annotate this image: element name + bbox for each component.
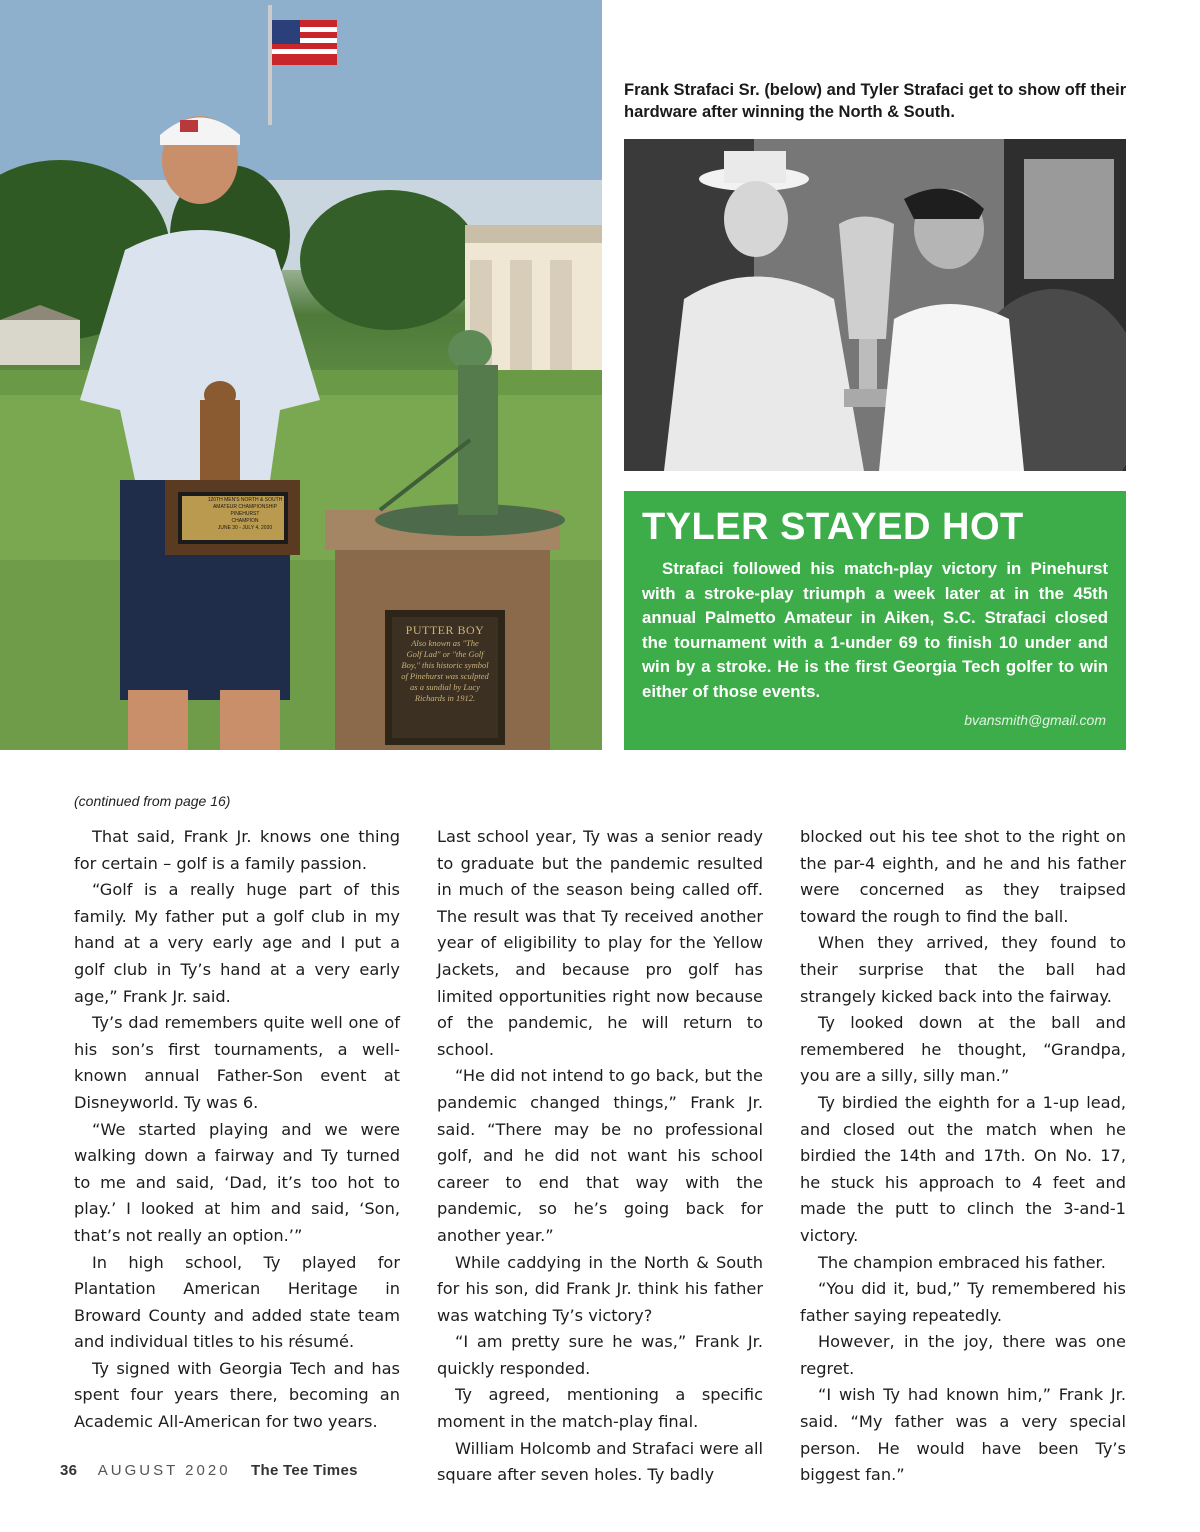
page-footer <box>60 1462 358 1479</box>
photo-credit: bvansmith@gmail.com <box>964 712 1106 728</box>
plaque-text-line: as a sundial by Lucy <box>410 682 480 692</box>
paragraph: “Golf is a really huge part of this family. My father put a golf club in my hand at a very early age and I put a golf club in Ty’s hand at a very early age,” Frank Jr. said. <box>74 880 400 1006</box>
plaque-text-line: of Pinehurst was sculpted <box>401 671 489 681</box>
issue-date: AUGUST 2020 <box>97 1462 231 1479</box>
bw-photo-illustration <box>624 139 1126 471</box>
paragraph: “You did it, bud,” Ty remembered his father saying repeatedly. <box>800 1279 1126 1325</box>
paragraph: Ty birdied the eighth for a 1-up lead, and closed out the match when he birdied the 14th and 17th. On No. 17, he stuck his approach to 4 feet and made the putt to clinch the 3-and-1 victory. <box>800 1092 1126 1245</box>
plaque-line: 120TH MEN'S NORTH & SOUTH <box>207 497 283 503</box>
paragraph: Ty’s dad remembers quite well one of his son’s first tournaments, a well-known annual Father-Son event at Disneyworld. Ty was 6. <box>74 1013 400 1112</box>
plaque-title: PUTTER BOY <box>405 623 485 637</box>
plaque-line: CHAMPION <box>231 518 259 524</box>
article-column-2 <box>437 824 763 1489</box>
paragraph: Ty agreed, mentioning a specific moment in the match-play final. <box>437 1385 763 1432</box>
article-column-3 <box>800 824 1126 1489</box>
paragraph: William Holcomb and Strafaci were all square after seven holes. Ty badly <box>437 1438 763 1485</box>
photo-caption: Frank Strafaci Sr. (below) and Tyler Strafaci get to show off their hardware after winning the North & South. <box>624 81 1127 121</box>
sidebar-body: Strafaci followed his match-play victory in Pinehurst with a stroke-play triumph a week later at in the 45th annual Palmetto Amateur in Aiken, S.C. Strafaci closed the tournament with a 1-under 69 to finish 10 under and win by a stroke. He is the first Georgia Tech golfer to win either of those events. <box>642 559 1108 701</box>
plaque-text-line: Also known as "The <box>411 638 479 648</box>
paragraph: Ty looked down at the ball and remembered he thought, “Grandpa, you are a silly, silly man.” <box>800 1013 1126 1086</box>
paragraph: When they arrived, they found to their surprise that the ball had strangely kicked back into the fairway. <box>800 933 1126 1006</box>
paragraph: “I wish Ty had known him,” Frank Jr. said. “My father was a very special person. He would have been Ty’s biggest fan.” <box>800 1385 1126 1485</box>
plaque-text-line: Richards in 1912. <box>414 693 476 703</box>
paragraph: However, in the joy, there was one regret. <box>800 1332 1126 1378</box>
photo-illustration <box>0 0 602 750</box>
plaque-line: PINEHURST <box>230 511 260 517</box>
paragraph: “We started playing and we were walking down a fairway and Ty turned to me and said, ‘Dad, it’s too hot to play.’ I looked at him and said, ‘Son, that’s not really an option.’” <box>74 1119 400 1245</box>
plaque-line: JUNE 30 - JULY 4, 2020 <box>217 525 273 531</box>
paragraph: blocked out his tee shot to the right on the par-4 eighth, and he and his father were concerned as they traipsed toward the rough to find the ball. <box>800 827 1126 926</box>
putter-boy-plaque <box>396 622 494 704</box>
paragraph: That said, Frank Jr. knows one thing for certain – golf is a family passion. <box>74 827 400 873</box>
plaque-line: AMATEUR CHAMPIONSHIP <box>212 504 278 510</box>
historic-trophy-photo <box>624 139 1126 471</box>
continued-note: (continued from page 16) <box>74 793 231 809</box>
plaque-text-line: Boy," this historic symbol <box>401 660 489 670</box>
paragraph: The champion embraced his father. <box>818 1252 1106 1272</box>
article-column-1 <box>74 824 400 1436</box>
sidebar-box <box>624 491 1126 750</box>
magazine-name: The Tee Times <box>251 1462 358 1479</box>
page-number: 36 <box>60 1462 78 1479</box>
paragraph: Last school year, Ty was a senior ready to graduate but the pandemic resulted in much of the season being called off. The result was that Ty received another year of eligibility to play for the Yellow Jackets, and because pro golf has limited opportunities right now because of the pandemic, he will return to school. <box>437 827 763 1059</box>
paragraph: “I am pretty sure he was,” Frank Jr. quickly responded. <box>437 1332 763 1378</box>
paragraph: In high school, Ty played for Plantation American Heritage in Broward County and added state team and individual titles to his résumé. <box>74 1252 400 1352</box>
golfer-trophy-photo <box>0 0 602 750</box>
paragraph: Ty signed with Georgia Tech and has spent four years there, becoming an Academic All-American for two years. <box>74 1358 400 1432</box>
paragraph: “He did not intend to go back, but the pandemic changed things,” Frank Jr. said. “There may be no professional golf, and he did not want his school career to end that way with the pandemic, so he’s going back for another year.” <box>437 1066 763 1245</box>
paragraph: While caddying in the North & South for his son, did Frank Jr. think his father was watching Ty’s victory? <box>437 1252 763 1325</box>
sidebar-title: TYLER STAYED HOT <box>642 506 1024 548</box>
trophy-plaque-text <box>205 497 285 532</box>
plaque-text-line: Golf Lad" or "the Golf <box>406 649 484 659</box>
